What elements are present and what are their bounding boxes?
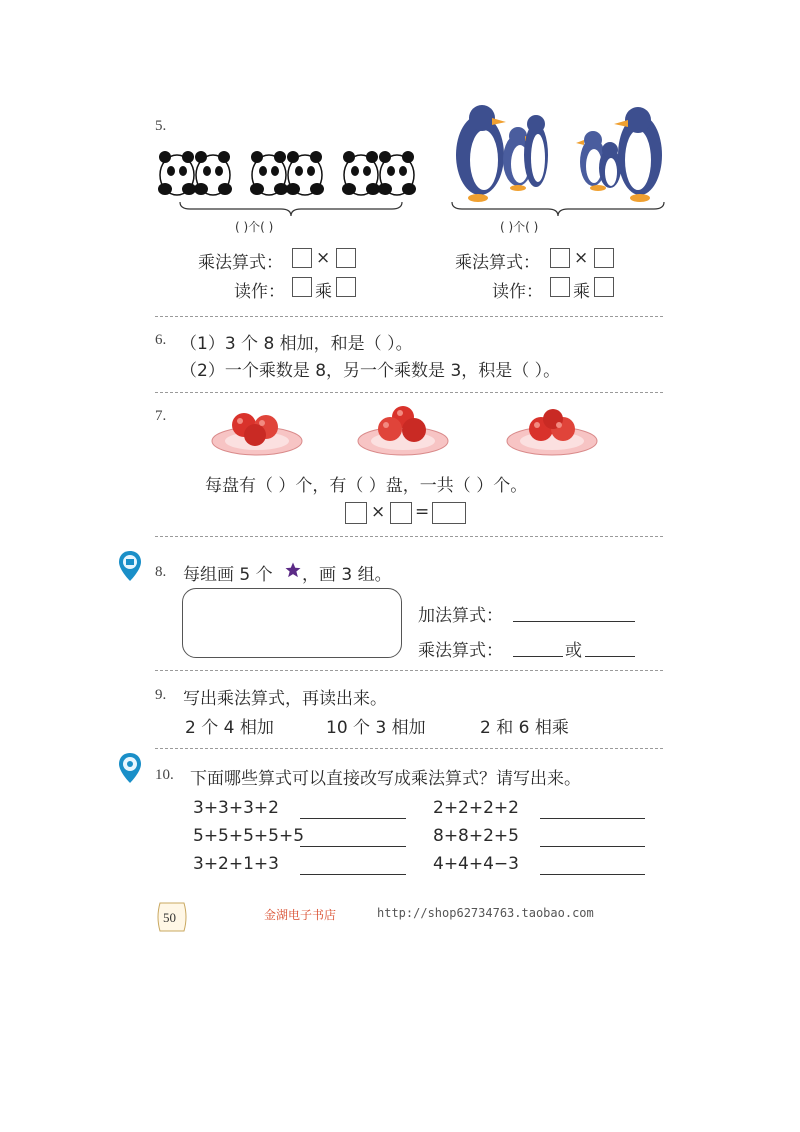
q9-item-3: 2 和 6 相乘 (480, 718, 569, 738)
left-read-word: 乘 (315, 282, 332, 302)
q10-instruction: 下面哪些算式可以直接改写成乘法算式？请写出来。 (190, 769, 581, 789)
q7-times-sign: × (371, 502, 386, 522)
footer-url[interactable]: http://shop62734763.taobao.com (377, 906, 594, 920)
q6-number: 6. (155, 332, 167, 348)
left-group-count: ( )个( ) (235, 220, 274, 234)
left-brace (178, 200, 404, 218)
right-read-box-1[interactable] (550, 277, 570, 297)
left-times-sign: × (316, 248, 331, 268)
q8-mult-blank-2[interactable] (585, 656, 635, 657)
drawing-area[interactable] (182, 588, 402, 658)
q8-instruction-a: 每组画 5 个 (183, 565, 273, 585)
right-read-word: 乘 (573, 282, 590, 302)
location-pin-icon (118, 550, 142, 582)
q10-right-expr-1: 2+2+2+2 (433, 798, 519, 818)
q9-item-1: 2 个 4 相加 (185, 718, 274, 738)
star-icon (284, 561, 302, 579)
left-read-box-1[interactable] (292, 277, 312, 297)
location-pin-icon (118, 752, 142, 784)
left-mult-box-1[interactable] (292, 248, 312, 268)
penguins-illustration (448, 100, 668, 205)
q10-left-expr-1: 3+3+3+2 (193, 798, 279, 818)
q8-or-word: 或 (565, 641, 582, 661)
q7-sentence: 每盘有（ ）个，有（ ）盘，一共（ ）个。 (205, 476, 528, 496)
pandas-illustration (155, 143, 425, 203)
separator-2 (155, 392, 663, 393)
q5-number: 5. (155, 118, 167, 134)
q9-number: 9. (155, 687, 167, 703)
q10-left-expr-3: 3+2+1+3 (193, 854, 279, 874)
left-read-box-2[interactable] (336, 277, 356, 297)
right-mult-label: 乘法算式： (455, 253, 540, 273)
footer-shop-name: 金湖电子书店 (264, 908, 337, 922)
q10-left-blank-2[interactable] (300, 846, 406, 847)
separator-3 (155, 536, 663, 537)
q10-left-blank-3[interactable] (300, 874, 406, 875)
right-read-label: 读作： (492, 282, 543, 302)
separator-1 (155, 316, 663, 317)
q8-add-label: 加法算式： (418, 606, 503, 626)
separator-4 (155, 670, 663, 671)
right-mult-box-1[interactable] (550, 248, 570, 268)
q7-box-1[interactable] (345, 502, 367, 524)
apple-plate-1 (210, 405, 304, 457)
q7-box-3[interactable] (432, 502, 466, 524)
right-mult-box-2[interactable] (594, 248, 614, 268)
separator-5 (155, 748, 663, 749)
right-group-count: ( )个( ) (500, 220, 539, 234)
q10-right-blank-1[interactable] (540, 818, 645, 819)
right-brace (450, 200, 666, 218)
apple-plate-3 (505, 405, 599, 457)
q8-mult-label: 乘法算式： (418, 641, 503, 661)
page-number: 50 (163, 910, 176, 925)
q6-line-2: （2）一个乘数是 8，另一个乘数是 3，积是（ ）。 (180, 361, 561, 381)
q10-right-blank-3[interactable] (540, 874, 645, 875)
q10-number: 10. (155, 767, 174, 783)
q10-right-expr-3: 4+4+4−3 (433, 854, 519, 874)
q6-line-1: （1）3 个 8 相加，和是（ ）。 (180, 334, 413, 354)
right-times-sign: × (574, 248, 589, 268)
q8-number: 8. (155, 564, 167, 580)
q8-mult-blank-1[interactable] (513, 656, 563, 657)
q7-box-2[interactable] (390, 502, 412, 524)
left-mult-label: 乘法算式： (198, 253, 283, 273)
q7-equals-sign: = (415, 502, 430, 522)
q9-instruction: 写出乘法算式，再读出来。 (183, 689, 387, 709)
left-mult-box-2[interactable] (336, 248, 356, 268)
q10-left-expr-2: 5+5+5+5+5 (193, 826, 305, 846)
q8-instruction-b: ，画 3 组。 (302, 565, 392, 585)
q10-right-blank-2[interactable] (540, 846, 645, 847)
left-read-label: 读作： (234, 282, 285, 302)
apple-plate-2 (356, 403, 450, 457)
q8-add-blank[interactable] (513, 621, 635, 622)
right-read-box-2[interactable] (594, 277, 614, 297)
q10-left-blank-1[interactable] (300, 818, 406, 819)
q7-number: 7. (155, 408, 167, 424)
q9-item-2: 10 个 3 相加 (326, 718, 426, 738)
q10-right-expr-2: 8+8+2+5 (433, 826, 519, 846)
panda-pair (158, 151, 232, 195)
